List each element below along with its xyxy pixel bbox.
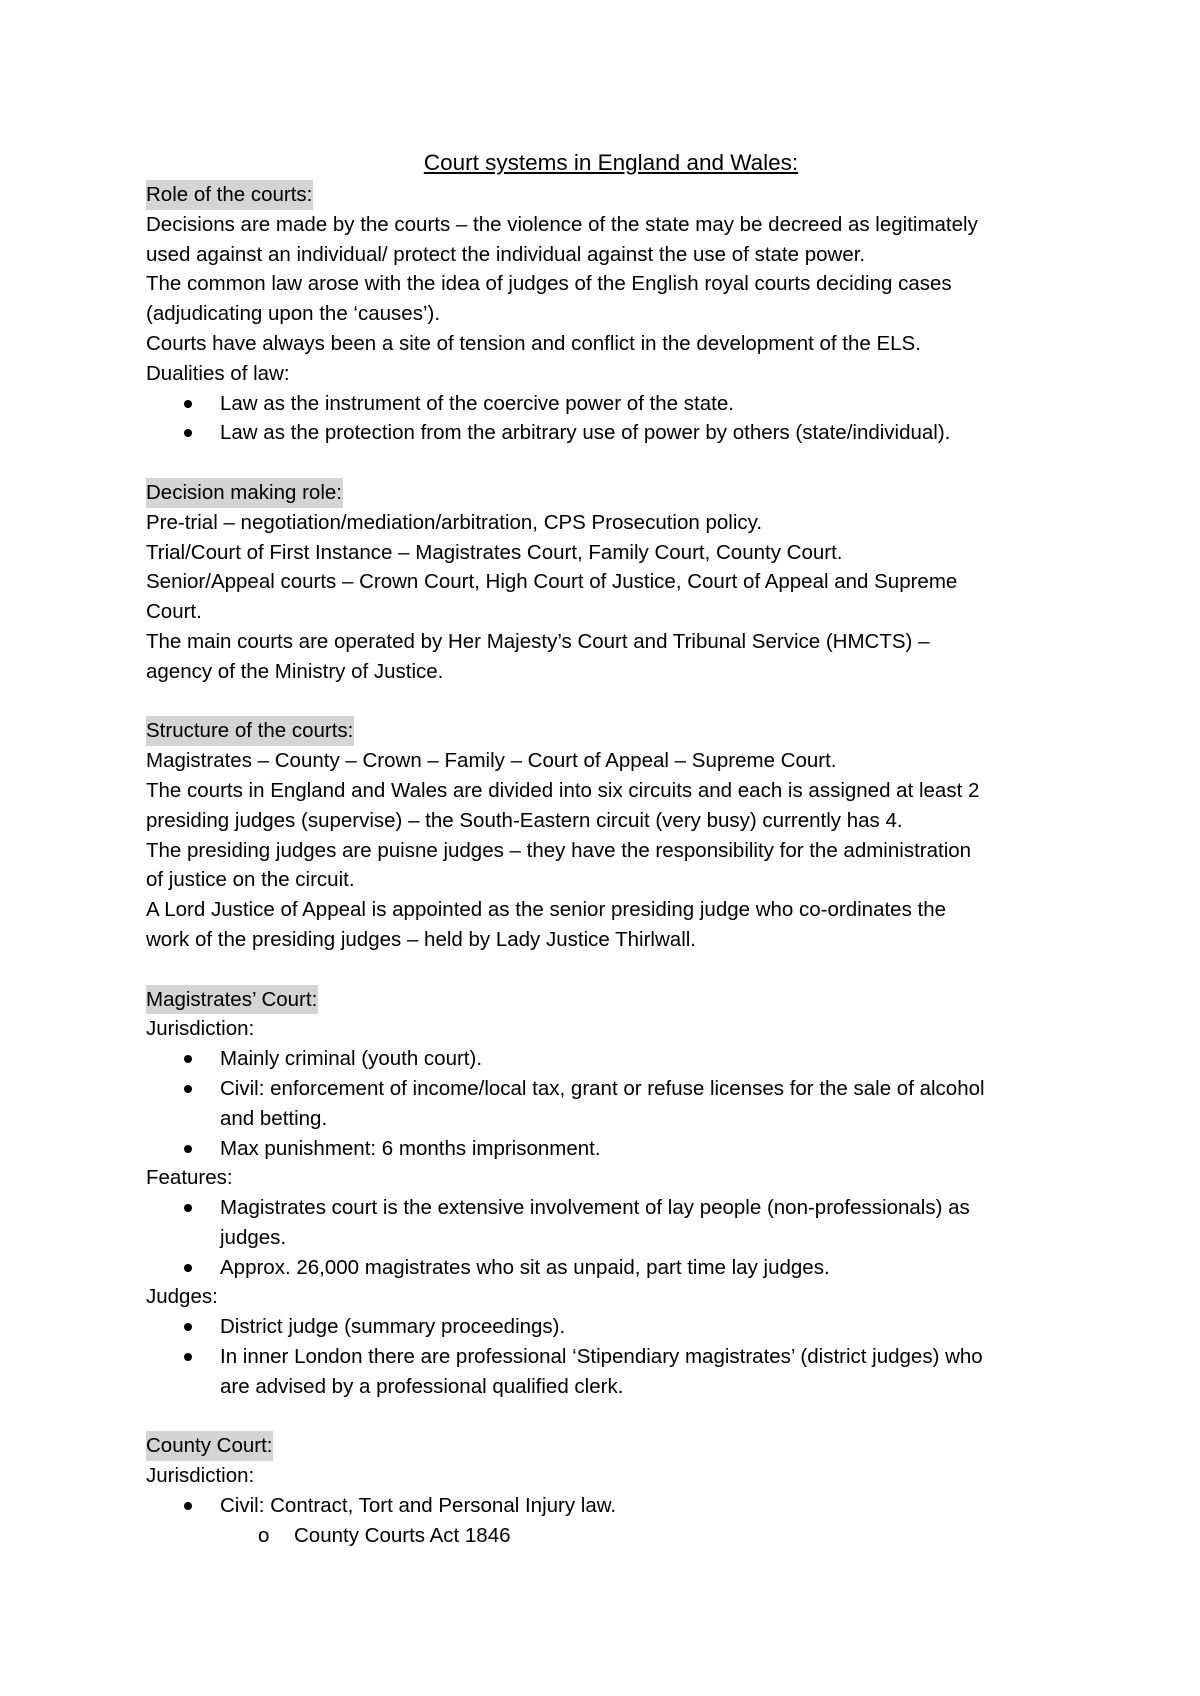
paragraph-line: Pre-trial – negotiation/mediation/arbitration, CPS Prosecution policy.: [146, 510, 763, 534]
subheading-judges: Judges:: [146, 1285, 218, 1309]
list-item: Mainly criminal (youth court).: [146, 1044, 1076, 1074]
paragraph-line: used against an individual/ protect the individual against the use of state power.: [146, 242, 866, 266]
paragraph-line: Decisions are made by the courts – the violence of the state may be decreed as legitimately: [146, 212, 978, 236]
bullet-list: [146, 1193, 1076, 1282]
section-heading-magistrates: Magistrates’ Court:: [146, 985, 318, 1015]
bullet-icon: [184, 1204, 192, 1212]
bullet-list: [146, 1491, 1076, 1521]
paragraph-line: Trial/Court of First Instance – Magistrates Court, Family Court, County Court.: [146, 540, 843, 564]
paragraph-line: Court.: [146, 600, 202, 624]
paragraph-line: work of the presiding judges – held by Lady Justice Thirlwall.: [146, 927, 696, 951]
paragraph-line: Magistrates – County – Crown – Family – Court of Appeal – Supreme Court.: [146, 749, 837, 773]
paragraph-line: Senior/Appeal courts – Crown Court, High Court of Justice, Court of Appeal and Supreme: [146, 570, 958, 594]
paragraph-line: The common law arose with the idea of judges of the English royal courts deciding cases: [146, 272, 952, 296]
bullet-icon: [184, 429, 192, 437]
bullet-icon: [184, 1353, 192, 1361]
list-item: Law as the instrument of the coercive power of the state.: [146, 389, 1076, 419]
paragraph-line: presiding judges (supervise) – the South-Eastern circuit (very busy) currently has 4.: [146, 808, 903, 832]
bullet-icon: [184, 1145, 192, 1153]
document-body: [146, 148, 1076, 1551]
sub-list-item: o County Courts Act 1846: [146, 1521, 1076, 1551]
paragraph-line: Dualities of law:: [146, 361, 290, 385]
paragraph-line: Courts have always been a site of tension and conflict in the development of the ELS.: [146, 331, 921, 355]
section-heading-decision: Decision making role:: [146, 478, 343, 508]
section-heading-structure: Structure of the courts:: [146, 716, 354, 746]
bullet-list: [146, 1044, 1076, 1163]
list-item: Max punishment: 6 months imprisonment.: [146, 1134, 1076, 1164]
subheading-jurisdiction: Jurisdiction:: [146, 1017, 255, 1041]
list-item: Civil: Contract, Tort and Personal Injury law.: [146, 1491, 1076, 1521]
paragraph-line: The presiding judges are puisne judges – they have the responsibility for the administration: [146, 838, 972, 862]
paragraph-line: The courts in England and Wales are divided into six circuits and each is assigned at least 2: [146, 778, 980, 802]
bullet-icon: [184, 1264, 192, 1272]
bullet-icon: [184, 1502, 192, 1510]
section-heading-county: County Court:: [146, 1431, 273, 1461]
list-item: Approx. 26,000 magistrates who sit as unpaid, part time lay judges.: [146, 1253, 1076, 1283]
document-title: Court systems in England and Wales:: [423, 150, 799, 175]
paragraph-line: agency of the Ministry of Justice.: [146, 659, 444, 683]
bullet-icon: [184, 1055, 192, 1063]
paragraph-line: (adjudicating upon the ‘causes’).: [146, 302, 441, 326]
section-heading-role: Role of the courts:: [146, 180, 313, 210]
subheading-jurisdiction: Jurisdiction:: [146, 1464, 255, 1488]
list-item: Civil: enforcement of income/local tax, grant or refuse licenses for the sale of alcohol and betting.: [146, 1074, 1076, 1134]
bullet-icon: [184, 1323, 192, 1331]
bullet-list: [146, 389, 1076, 449]
bullet-list: [146, 1312, 1076, 1401]
paragraph-line: A Lord Justice of Appeal is appointed as the senior presiding judge who co-ordinates the: [146, 898, 947, 922]
list-item: In inner London there are professional ‘Stipendiary magistrates’ (district judges) who are advised by a professional qualified clerk.: [146, 1342, 1076, 1402]
bullet-icon: [184, 1085, 192, 1093]
list-item: Magistrates court is the extensive involvement of lay people (non-professionals) as judges.: [146, 1193, 1076, 1253]
paragraph-line: The main courts are operated by Her Majesty’s Court and Tribunal Service (HMCTS) –: [146, 629, 930, 653]
list-item: District judge (summary proceedings).: [146, 1312, 1076, 1342]
paragraph-line: of justice on the circuit.: [146, 868, 355, 892]
sub-bullet-icon: o: [258, 1523, 270, 1547]
bullet-icon: [184, 400, 192, 408]
subheading-features: Features:: [146, 1166, 233, 1190]
list-item: Law as the protection from the arbitrary use of power by others (state/individual).: [146, 418, 1076, 448]
